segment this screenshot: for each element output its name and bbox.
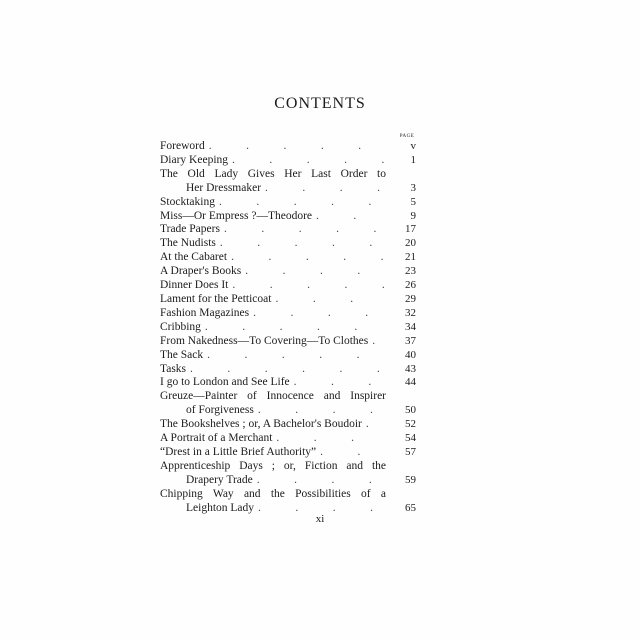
toc-entry-page-number: 40 bbox=[405, 348, 416, 361]
toc-entry-title: Diary Keeping bbox=[160, 153, 229, 166]
toc-entry bbox=[160, 418, 416, 432]
toc-entry-page-number: 54 bbox=[405, 432, 416, 445]
toc-entry-line bbox=[160, 432, 386, 446]
toc-entry-page-number: 65 bbox=[405, 501, 416, 514]
page-column-label: PAGE bbox=[399, 134, 415, 139]
dot-leader bbox=[312, 210, 386, 224]
toc-entry-title: Lament for the Petticoat bbox=[160, 292, 272, 305]
toc-entry-page-number: 59 bbox=[405, 473, 416, 486]
toc-entry-line bbox=[160, 446, 386, 460]
toc-entry-title: A Portrait of a Merchant bbox=[160, 432, 273, 445]
dot-leader bbox=[228, 279, 386, 293]
toc-entry-line bbox=[160, 223, 386, 237]
dot-leader bbox=[205, 140, 386, 154]
toc-entry-line-continued bbox=[160, 474, 386, 488]
toc-entry-line bbox=[160, 154, 386, 168]
toc-entry-title: Greuze—Painter of Innocence and Inspirer bbox=[160, 390, 386, 403]
dot-leader bbox=[368, 335, 386, 349]
toc-entry-line bbox=[160, 349, 386, 363]
toc-entry bbox=[160, 363, 416, 377]
toc-entry-line bbox=[160, 307, 386, 321]
toc-entry-page-number: 17 bbox=[405, 223, 416, 236]
toc-entry-title: Miss—Or Empress ?—Theodore bbox=[160, 209, 313, 222]
toc-entry-line bbox=[160, 293, 386, 307]
toc-entry-title: I go to London and See Life bbox=[160, 376, 290, 389]
dot-leader bbox=[290, 376, 386, 390]
toc-entry-title: Stocktaking bbox=[160, 195, 215, 208]
toc-entry-page-number: 3 bbox=[410, 181, 416, 194]
toc-entry-title: Trade Papers bbox=[160, 223, 220, 236]
toc-entry-page-number: 9 bbox=[410, 209, 416, 222]
dot-leader bbox=[203, 349, 386, 363]
toc-entry-title-continued: Leighton Lady bbox=[186, 501, 255, 514]
toc-entry-page-number: v bbox=[410, 140, 416, 152]
toc-entry-page-number: 32 bbox=[405, 306, 416, 319]
toc-entry bbox=[160, 223, 416, 237]
table-of-contents bbox=[160, 140, 416, 515]
toc-entry-page-number: 23 bbox=[405, 265, 416, 278]
dot-leader bbox=[272, 432, 386, 446]
toc-entry bbox=[160, 154, 416, 168]
toc-entry-line bbox=[160, 376, 386, 390]
toc-entry-line bbox=[160, 196, 386, 210]
toc-entry-title: Chipping Way and the Possibilities of a bbox=[160, 487, 386, 500]
dot-leader bbox=[261, 182, 386, 196]
toc-entry-title: The Old Lady Gives Her Last Order to bbox=[160, 167, 386, 180]
dot-leader bbox=[220, 223, 386, 237]
dot-leader bbox=[271, 293, 386, 307]
toc-entry bbox=[160, 321, 416, 335]
toc-entry-page-number: 44 bbox=[405, 376, 416, 389]
toc-entry bbox=[160, 432, 416, 446]
toc-entry-page-number: 50 bbox=[405, 404, 416, 417]
toc-entry-line bbox=[160, 321, 386, 335]
toc-entry-page-number: 29 bbox=[405, 292, 416, 305]
toc-entry bbox=[160, 251, 416, 265]
toc-entry-title-continued: Her Dressmaker bbox=[186, 181, 262, 194]
toc-entry-line bbox=[160, 168, 386, 182]
dot-leader bbox=[362, 418, 386, 432]
toc-entry-line bbox=[160, 251, 386, 265]
toc-entry-page-number: 34 bbox=[405, 320, 416, 333]
toc-entry-line bbox=[160, 363, 386, 377]
toc-entry-page-number: 43 bbox=[405, 362, 416, 375]
toc-entry-title: A Draper's Books bbox=[160, 265, 242, 278]
toc-entry-line-continued bbox=[160, 404, 386, 418]
dot-leader bbox=[316, 446, 386, 460]
toc-entry-line bbox=[160, 140, 386, 154]
toc-entry-title: Fashion Magazines bbox=[160, 306, 250, 319]
dot-leader bbox=[215, 196, 386, 210]
dot-leader bbox=[227, 251, 386, 265]
toc-entry-title: From Nakedness—To Covering—To Clothes bbox=[160, 334, 369, 347]
toc-entry bbox=[160, 335, 416, 349]
toc-entry-line bbox=[160, 279, 386, 293]
toc-entry-page-number: 52 bbox=[405, 418, 416, 431]
dot-leader bbox=[253, 474, 386, 488]
toc-entry bbox=[160, 349, 416, 363]
toc-entry bbox=[160, 376, 416, 390]
toc-entry bbox=[160, 210, 416, 224]
toc-entry-title: Dinner Does It bbox=[160, 279, 229, 292]
toc-entry-line bbox=[160, 237, 386, 251]
toc-entry bbox=[160, 265, 416, 279]
toc-entry-line bbox=[160, 265, 386, 279]
toc-entry bbox=[160, 168, 416, 196]
toc-entry-title: Tasks bbox=[160, 362, 187, 375]
dot-leader bbox=[228, 154, 386, 168]
toc-entry bbox=[160, 140, 416, 154]
toc-entry bbox=[160, 196, 416, 210]
toc-entry-page-number: 1 bbox=[410, 153, 416, 166]
toc-entry-line bbox=[160, 210, 386, 224]
toc-entry-page-number: 26 bbox=[405, 279, 416, 292]
toc-entry-title: The Nudists bbox=[160, 237, 216, 250]
toc-entry-page-number: 21 bbox=[405, 251, 416, 264]
toc-entry bbox=[160, 237, 416, 251]
toc-entry-title: “Drest in a Little Brief Authority” bbox=[160, 445, 317, 458]
toc-entry-title: The Sack bbox=[160, 348, 204, 361]
toc-entry-title: The Bookshelves ; or, A Bachelor's Boudoir bbox=[160, 418, 362, 431]
toc-entry-line bbox=[160, 418, 386, 432]
toc-entry-title-continued: Drapery Trade bbox=[186, 473, 253, 486]
toc-entry-title: Foreword bbox=[160, 140, 205, 152]
toc-entry-page-number: 57 bbox=[405, 445, 416, 458]
dot-leader bbox=[241, 265, 386, 279]
dot-leader bbox=[254, 404, 386, 418]
toc-entry-page-number: 37 bbox=[405, 334, 416, 347]
toc-entry-line bbox=[160, 390, 386, 404]
page-folio: xi bbox=[315, 513, 325, 525]
toc-entry-line bbox=[160, 335, 386, 349]
toc-entry bbox=[160, 390, 416, 418]
toc-entry-title: Cribbing bbox=[160, 320, 201, 333]
toc-entry-line-continued bbox=[160, 182, 386, 196]
toc-entry-line bbox=[160, 488, 386, 502]
toc-entry bbox=[160, 307, 416, 321]
toc-entry bbox=[160, 460, 416, 488]
toc-entry-page-number: 20 bbox=[405, 237, 416, 250]
toc-entry bbox=[160, 488, 416, 516]
toc-entry-line bbox=[160, 460, 386, 474]
toc-entry-page-number: 5 bbox=[410, 195, 416, 208]
toc-entry bbox=[160, 279, 416, 293]
toc-entry bbox=[160, 293, 416, 307]
contents-heading: CONTENTS bbox=[274, 95, 366, 112]
toc-entry-title: At the Cabaret bbox=[160, 251, 228, 264]
dot-leader bbox=[249, 307, 386, 321]
dot-leader bbox=[216, 237, 386, 251]
dot-leader bbox=[186, 363, 386, 377]
toc-entry-title-continued: of Forgiveness bbox=[186, 404, 254, 417]
toc-entry bbox=[160, 446, 416, 460]
toc-entry-title: Apprenticeship Days ; or, Fiction and the bbox=[160, 459, 386, 472]
dot-leader bbox=[201, 321, 386, 335]
